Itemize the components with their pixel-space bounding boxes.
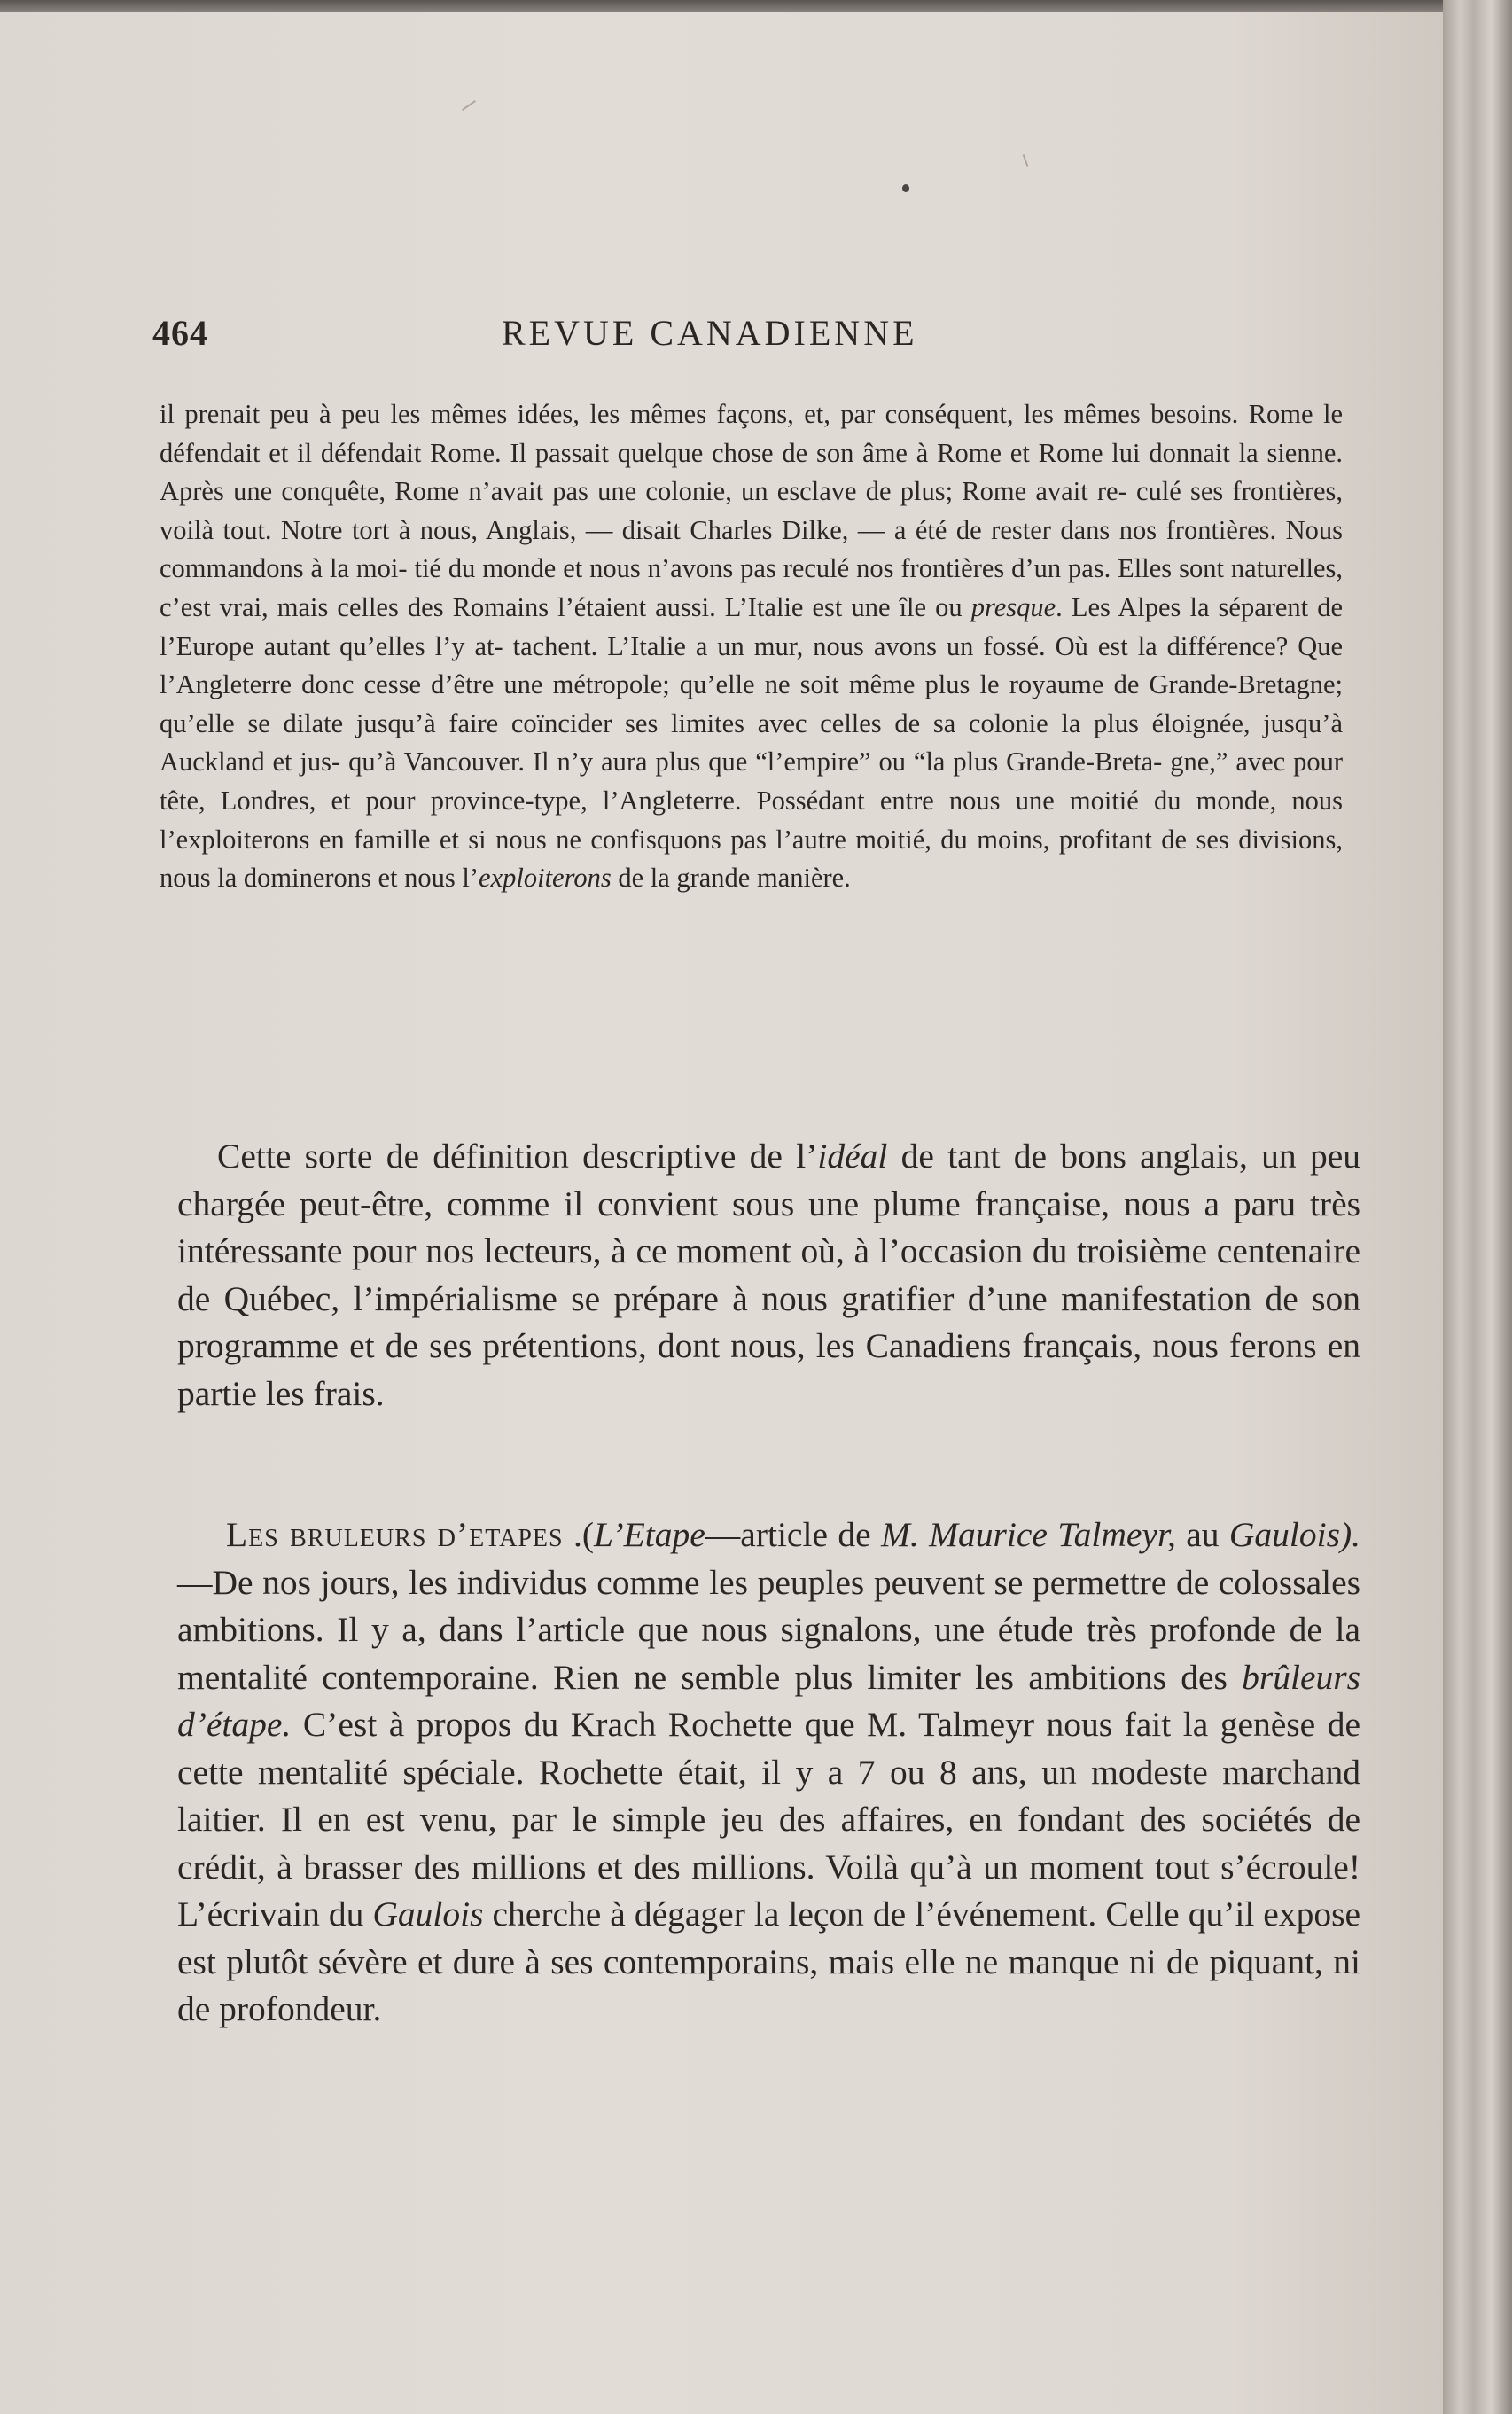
text-line: tachent. L’Italie a un mur, nous avons un fossé. Où est la différence? Que [512, 630, 1344, 661]
text-run: —article de [705, 1515, 881, 1554]
text-line: royaume de Grande-Bretagne; qu’elle se dilate jusqu’à faire coïncider ses [160, 669, 1343, 738]
text-line: qu’à Vancouver. Il n’y aura plus que “l’empire” ou “la plus Grande-Breta- [348, 746, 1163, 777]
text-line: de la grande manière. [611, 863, 851, 894]
text-line: conquête, Rome n’avait pas une colonie, un esclave de plus; Rome avait re- [281, 476, 1127, 507]
text-line: culé ses frontières, voilà tout. Notre tort à nous, Anglais, — disait Charles [160, 476, 1344, 545]
quoted-passage-text [160, 395, 1343, 898]
text-run: de tant de bons anglais, un peu chargée peut-être, comme il convient sous une plume française, nous a paru très intéressante pour nos lecteurs, à ce moment où, à l’occasion du troisième centenaire de Québec, l’impérialisme se prépare à nous gratifier d’une manifestation de son programme et de ses prétentions, dont nous, les Canadiens français, nous ferons en partie les frais. [177, 1137, 1360, 1413]
review-text [177, 1512, 1360, 2034]
running-title: REVUE CANADIENNE [502, 313, 918, 353]
text-line: . Les Alpes la séparent de l’Europe autant qu’elles l’y at- [160, 591, 1344, 661]
text-run: .( [563, 1515, 594, 1554]
italic-word: presque [970, 591, 1056, 622]
italic-word: idéal [817, 1137, 888, 1176]
text-line: limites avec celles de sa colonie la plus éloignée, jusqu’à Auckland et jus- [160, 707, 1343, 777]
text-line: entre nous une moitié du monde, nous l’exploiterons en famille et si nous [160, 785, 1344, 855]
text-line: la dominerons et nous l’ [217, 863, 479, 894]
text-line: ne confisquons pas l’autre moitié, du moins, profitant de ses divisions, nous [160, 824, 1344, 894]
quoted-passage [160, 395, 1343, 898]
italic-author: M. Maurice Talmeyr, [880, 1515, 1176, 1554]
page-number: 464 [152, 313, 208, 353]
italic-word: exploiterons [479, 863, 612, 894]
review-paragraph [177, 1512, 1360, 2034]
text-line: l’Angleterre donc cesse d’être une métropole; qu’elle ne soit même plus le [160, 669, 1000, 700]
text-line: il prenait peu à peu les mêmes idées, les mêmes façons, et, par conséquent, [160, 399, 1014, 429]
text-run: cherche à dégager la leçon de l’événement. Celle qu’il expose est plutôt sévère et dure à ses contemporains, mais elle ne manque ni de piquant, ni de profondeur. [177, 1894, 1360, 2028]
text-run: Cette sorte de définition descriptive de l’ [217, 1137, 818, 1176]
italic-title: L’Etape [594, 1515, 705, 1554]
text-line: une île ou [851, 591, 971, 622]
page-header [152, 312, 986, 362]
text-line: gne,” avec pour tête, Londres, et pour province-type, l’Angleterre. Possédant [160, 746, 1344, 816]
page-stack-edge [1443, 0, 1512, 2414]
text-run: au [1175, 1515, 1229, 1554]
book-binding-top [0, 0, 1512, 12]
italic-newspaper: Gaulois [372, 1894, 484, 1934]
text-run: C’est à propos du Krach Rochette que M. Talmeyr nous fait la genèse de cette mentalité spéciale. Rochette était, il y a 7 ou 8 ans, un modeste marchand laitier. Il en est venu, par le simple jeu des affaires, en fondant des sociétés de crédit, à brasser des millions et des millions. Voilà qu’à un moment tout s’écroule! L’écrivain du [177, 1705, 1360, 1934]
text-line: Dilke, — a été de rester dans nos frontières. Nous commandons à la moi- [160, 514, 1343, 584]
text-line: tié du monde et nous n’avons pas reculé nos frontières d’un pas. Elles sont [414, 553, 1224, 584]
commentary-text [177, 1133, 1360, 1418]
commentary-paragraph [177, 1133, 1360, 1418]
text-line: quelque chose de son âme à Rome et Rome lui donnait la sienne. Après une [160, 437, 1344, 507]
section-heading: Les bruleurs d’etapes [226, 1515, 564, 1554]
ink-speck [902, 184, 909, 192]
text-line: les mêmes besoins. Rome le défendait et il défendait Rome. Il passait [160, 399, 1344, 468]
italic-newspaper: Gaulois). [1228, 1515, 1360, 1554]
text-line: naturelles, c’est vrai, mais celles des Romains l’étaient aussi. L’Italie est [160, 553, 1344, 622]
italic-phrase: brûleurs d’étape. [177, 1657, 1360, 1744]
text-run: —De nos jours, les individus comme les peuples peuvent se permettre de colossales ambitions. Il y a, dans l’article que nous signalons, une étude très profonde de la mentalité contemporaine. Rien ne semble plus limiter les ambitions des [177, 1562, 1360, 1697]
